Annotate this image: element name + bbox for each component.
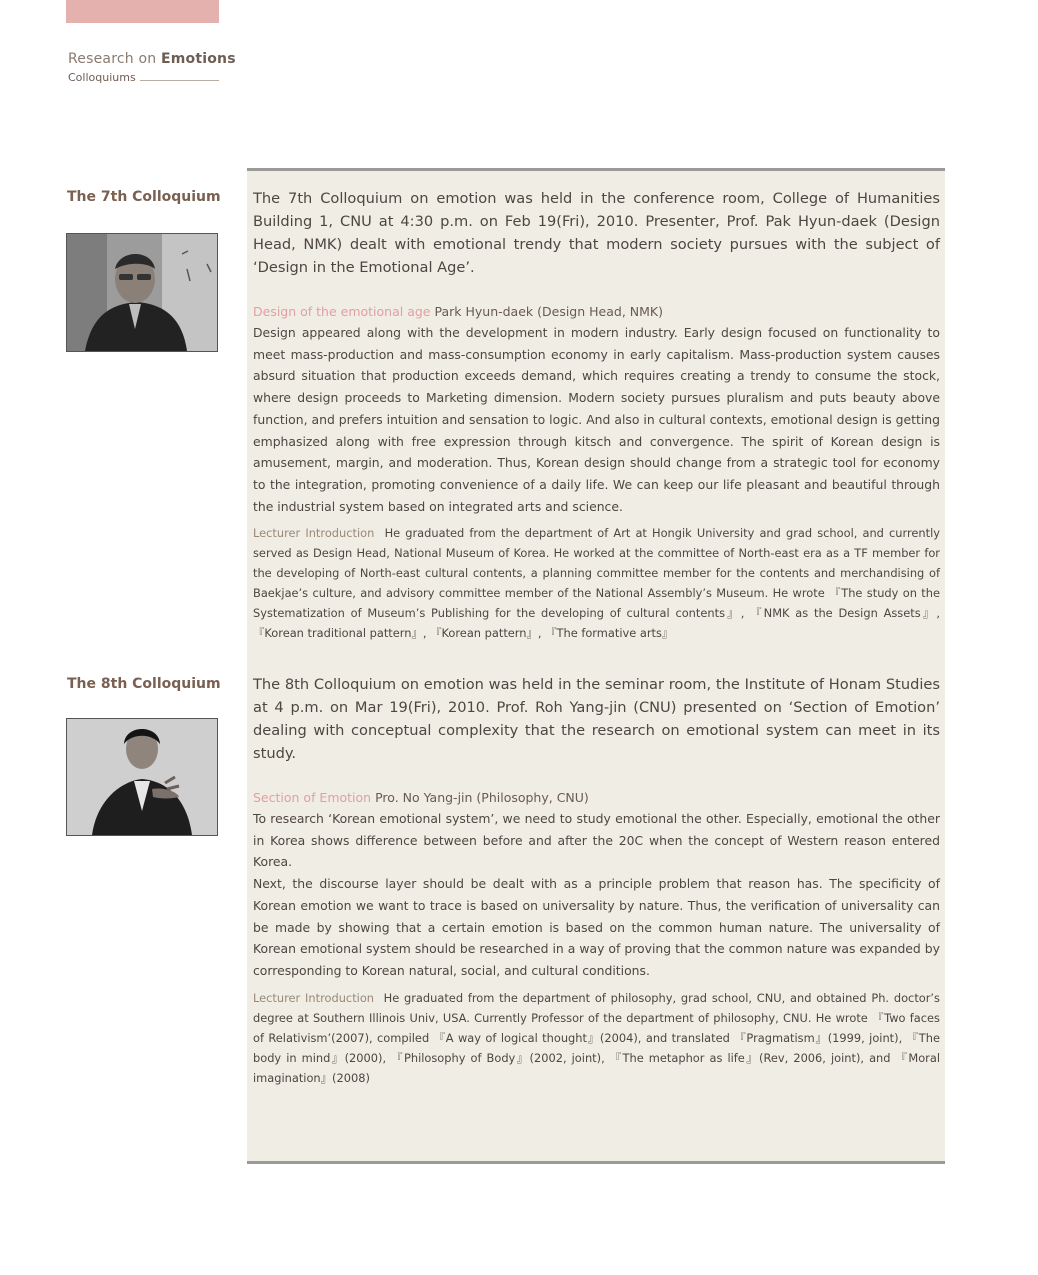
header-color-bar: [66, 0, 219, 23]
colloquium-8-abstract-1: To research ‘Korean emotional system’, we need to study emotional the other. Especially, emotional the other in Korea shows difference between before and after the 20C when the concept of Western reason entered Korea.: [253, 811, 940, 870]
presenter-photo-7: [66, 233, 218, 352]
colloquium-7-summary: The 7th Colloquium on emotion was held in the conference room, College of Humanities Building 1, CNU at 4:30 p.m. on Feb 19(Fri), 2010. Presenter, Prof. Pak Hyun-daek (Design Head, NMK) dealt with emotional trendy that modern society pursues with the subject of ‘Design in the Emotional Age’.: [253, 190, 940, 276]
colloquium-8-talk-heading: [253, 790, 940, 805]
colloquium-7-lecturer-intro: Lecturer Introduction He graduated from the department of Art at Hongik University and grad school, and currently served as Design Head, National Museum of Korea. He worked at the committee of North-east era as a TF member for the developing of North-east cultural contents, a planning committee member for the contents and merchandising of Baekjae’s culture, and advisory committee member of the National Assembly’s Museum. He wrote 『The study on the Systematization of Museum’s Publishing for the developing of cultural contents』, 『NMK as the Design Assets』, 『Korean traditional pattern』, 『Korean pattern』, 『The formative arts』: [253, 526, 941, 641]
colloquium-7-title: The 7th Colloquium: [67, 189, 221, 205]
colloquium-7-abstract: Design appeared along with the development in modern industry. Early design focused on functionality to meet mass-production and mass-consumption economy in early capitalism. Mass-production system causes absurd situation that production exceeds demand, which requires creating a trendy to consume the stock, where design proceeds to Marketing dimension. Modern society pursues pluralism and puts beauty above function, and prefers intuition and sensation to logic. And also in cultural contexts, emotional design is getting emphasized along with free expression through kitsch and convergence. The spirit of Korean design is amusement, margin, and moderation. Thus, Korean design should change from a strategic tool for economy to the integration, promoting convenience of a daily life. We can keep our life pleasant and beautiful through the industrial system based on integrated arts and science.: [253, 325, 940, 514]
speaker-name: Pro. No Yang-jin (Philosophy, CNU): [375, 790, 589, 805]
colloquium-8-abstract-2: Next, the discourse layer should be dealt with as a principle problem that reason has. The specificity of Korean emotion we want to trace is based on universality by nature. Thus, the verification of universality can be made by showing that a certain emotion is based on the common human nature. The universality of Korean emotional system should be researched in a way of proving that the common nature was expanded by corresponding to Korean natural, social, and cultural conditions.: [253, 876, 940, 978]
presenter-photo-8: [66, 718, 218, 836]
brand-logo[interactable]: [68, 51, 236, 84]
colloquium-8-summary: The 8th Colloquium on emotion was held in the seminar room, the Institute of Honam Studies at 4 p.m. on Mar 19(Fri), 2010. Prof. Roh Yang-jin (CNU) presented on ‘Section of Emotion’ dealing with conceptual complexity that the research on emotional system can meet in its study.: [253, 676, 940, 762]
brand-subtitle: Colloquiums: [68, 71, 136, 84]
colloquium-7-talk-heading: [253, 304, 940, 319]
talk-title: Section of Emotion: [253, 790, 372, 805]
talk-title: Design of the emotional age: [253, 304, 431, 319]
brand-divider: [140, 80, 219, 81]
speaker-name: Park Hyun-daek (Design Head, NMK): [434, 304, 663, 319]
lecturer-intro-label: Lecturer Introduction: [253, 526, 375, 541]
colloquium-8-title: The 8th Colloquium: [67, 676, 221, 692]
colloquium-8-lecturer-intro: Lecturer Introduction He graduated from the department of philosophy, grad school, CNU, and obtained Ph. doctor’s degree at Southern Illinois Univ, USA. Currently Professor of the department of philosophy, CNU. He wrote 『Two faces of Relativism’(2007), compiled 『A way of logical thought』(2004), and translated 『Pragmatism』(1999, joint), 『The body in mind』(2000), 『Philosophy of Body』(2002, joint), 『The metaphor as life』(Rev, 2006, joint), and 『Moral imagination』(2008): [253, 990, 940, 1085]
lecturer-intro-label: Lecturer Introduction: [253, 990, 375, 1005]
brand-title: Research on Emotions: [68, 51, 236, 67]
